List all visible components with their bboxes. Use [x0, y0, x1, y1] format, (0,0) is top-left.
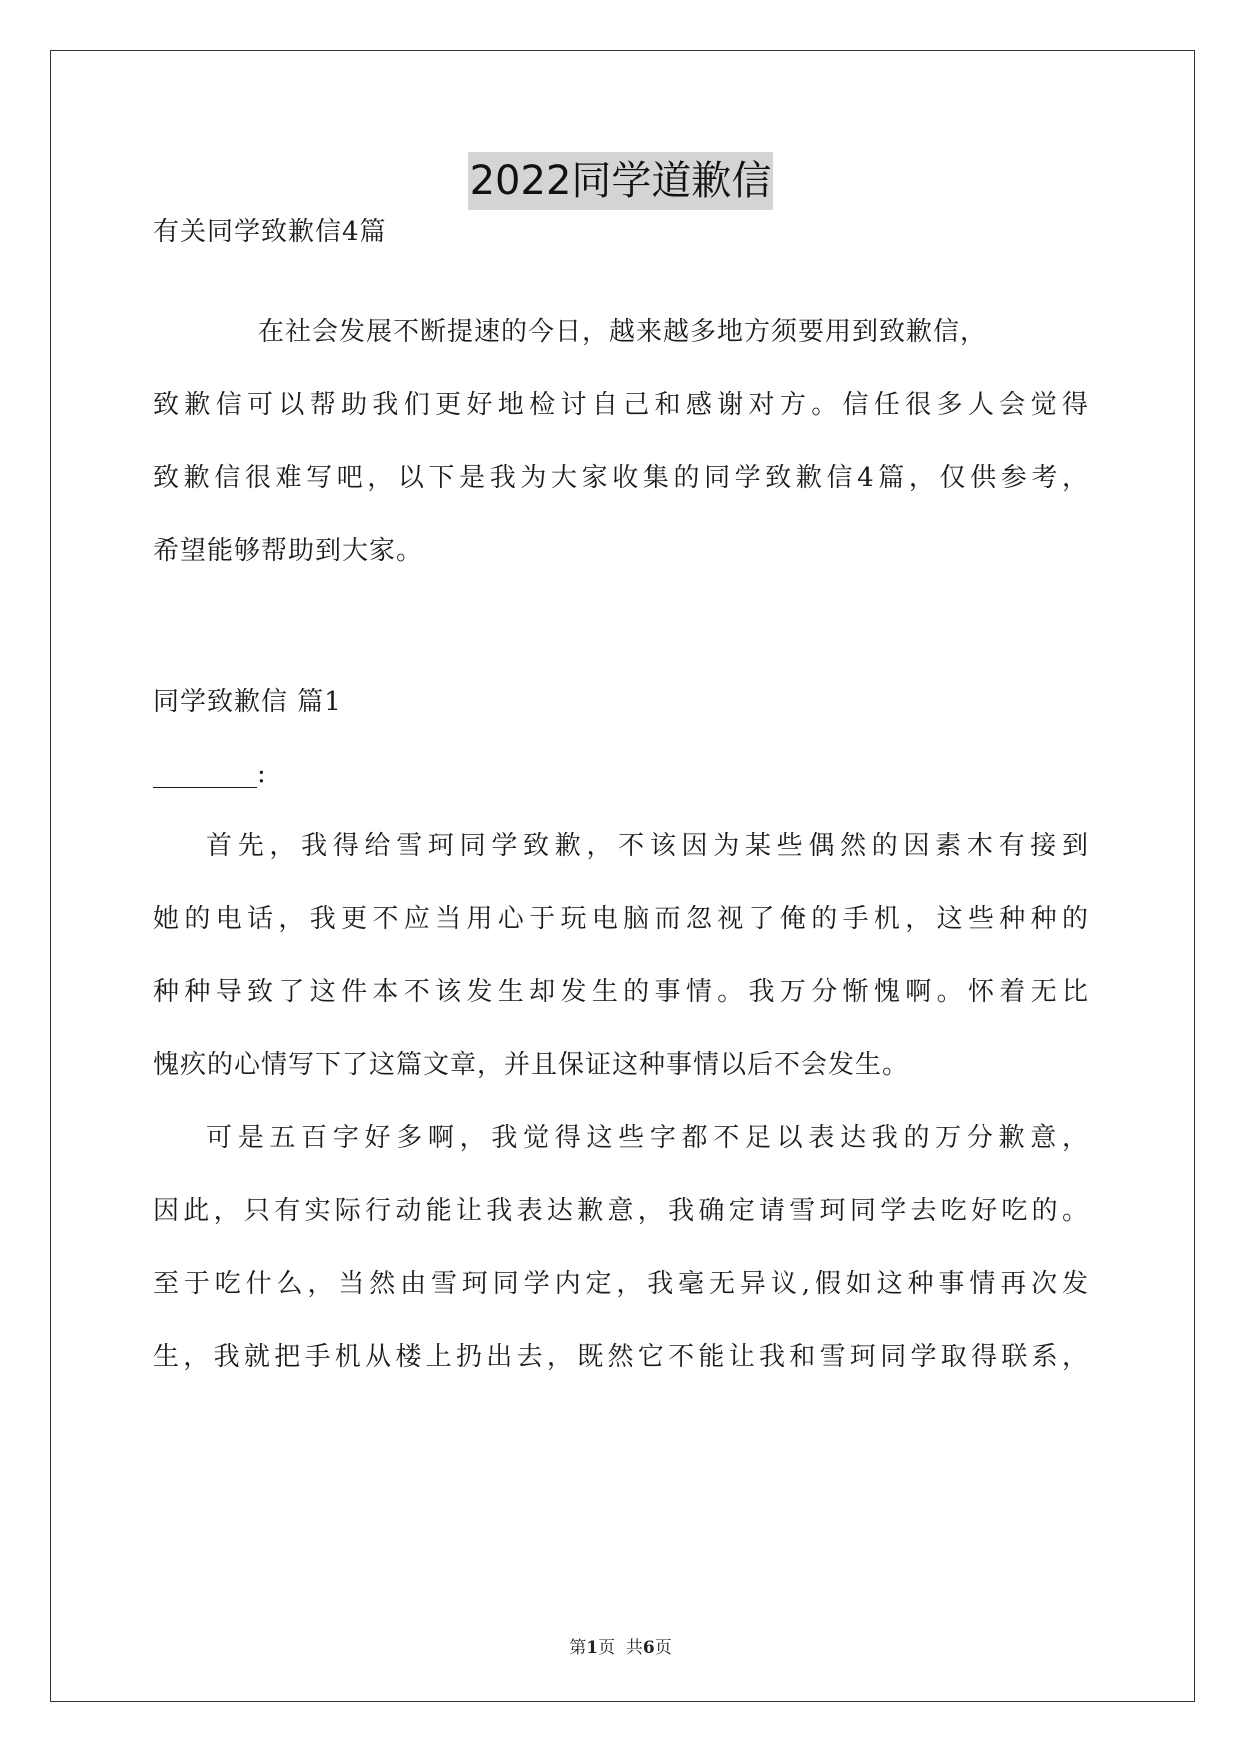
- footer-prefix: 第: [569, 1638, 587, 1658]
- body-line: 愧疚的心情写下了这篇文章，并且保证这种事情以后不会发生。: [153, 1050, 910, 1080]
- body-line: 她的电话，我更不应当用心于玩电脑而忽视了俺的手机，这些种种的: [153, 904, 1088, 934]
- body-line: 首先，我得给雪珂同学致歉，不该因为某些偶然的因素木有接到: [206, 831, 1088, 861]
- section-heading: 同学致歉信 篇1: [153, 687, 342, 717]
- document-title: 2022同学道歉信: [468, 152, 774, 210]
- document-subtitle: 有关同学致歉信4篇: [153, 217, 387, 247]
- intro-line: 在社会发展不断提速的今日，越来越多地方须要用到致歉信，: [258, 317, 988, 347]
- page-footer: [0, 1633, 1241, 1658]
- footer-total-pages: 6: [642, 1638, 655, 1658]
- footer-current-page: 1: [586, 1638, 599, 1658]
- body-line: 种种导致了这件本不该发生却发生的事情。我万分惭愧啊。怀着无比: [153, 977, 1088, 1007]
- body-line: 因此，只有实际行动能让我表达歉意，我确定请雪珂同学去吃好吃的。: [153, 1196, 1088, 1226]
- footer-suffix: 页: [654, 1638, 672, 1658]
- footer-mid: 页 共: [598, 1638, 643, 1658]
- body-line: 可是五百字好多啊，我觉得这些字都不足以表达我的万分歉意，: [206, 1123, 1088, 1153]
- intro-line: 希望能够帮助到大家。: [153, 536, 424, 566]
- body-line: 至于吃什么，当然由雪珂同学内定，我毫无异议,假如这种事情再次发: [153, 1269, 1088, 1299]
- body-line: 生，我就把手机从楼上扔出去，既然它不能让我和雪珂同学取得联系，: [153, 1342, 1088, 1372]
- salutation: ________:: [153, 759, 266, 789]
- intro-line: 致歉信很难写吧，以下是我为大家收集的同学致歉信4篇，仅供参考，: [153, 463, 1088, 493]
- title-container: [0, 152, 1241, 210]
- intro-line: 致歉信可以帮助我们更好地检讨自己和感谢对方。信任很多人会觉得: [153, 390, 1088, 420]
- page-border: [50, 50, 1195, 1702]
